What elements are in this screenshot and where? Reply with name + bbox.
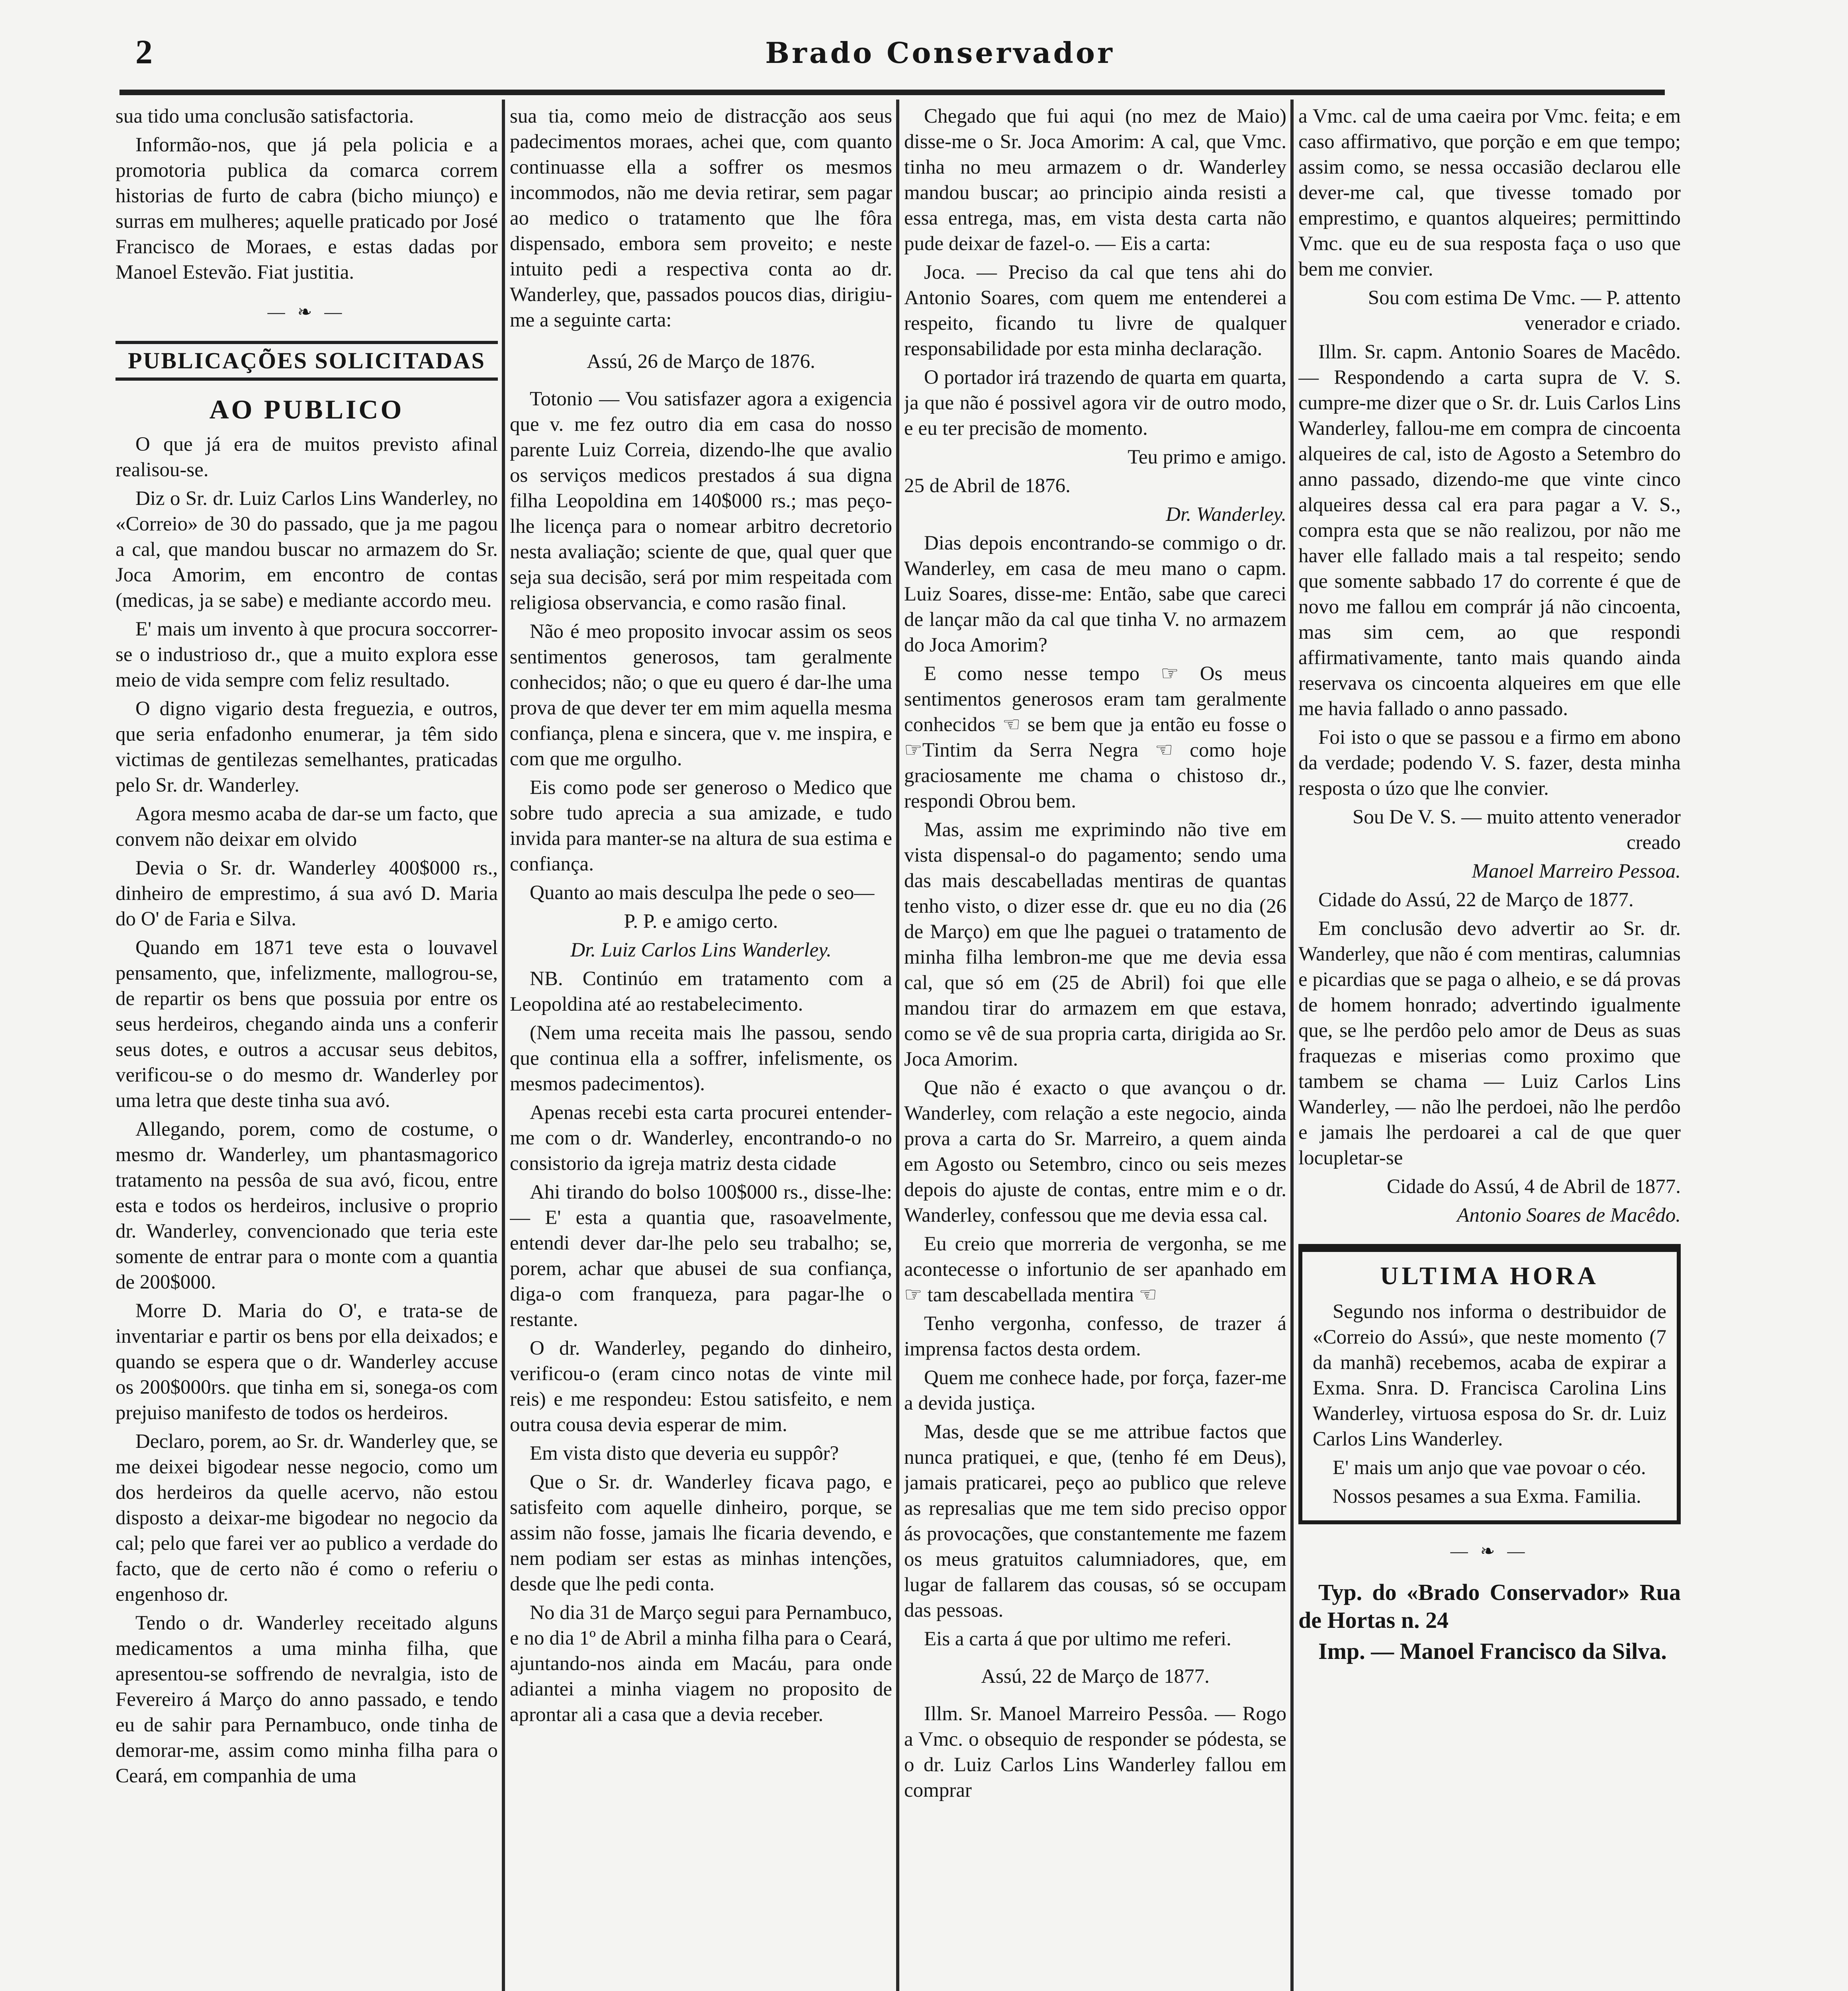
signature-name: Dr. Luiz Carlos Lins Wanderley.	[570, 939, 832, 961]
ultima-hora-box	[1298, 1244, 1681, 1524]
column-1	[116, 104, 498, 1991]
paragraph: E' mais um invento à que procura soccorrer-se o industrioso dr., que a muito explora esse meio de vida sempre com feliz resultado.	[116, 618, 498, 691]
paragraph: Mas, assim me exprimindo não tive em vista dispensal-o do pagamento; sendo uma das mais descabelladas mentiras de quantas tenho visto, o dizer esse dr. que eu no dia (26 de Março) em que lhe paguei o tratamento de minha filha lembron-me que me devia essa cal, que só em (25 de Abril) foi que elle mandou tirar do armazem em que estava, como se vê de sua propria carta, dirigida ao Sr. Joca Amorim.	[904, 819, 1286, 1070]
paragraph: Chegado que fui aqui (no mez de Maio) disse-me o Sr. Joca Amorim: A cal, que Vmc. tinha no meu armazem o dr. Wanderley mandou buscar; ao principio ainda resisti a essa entrega, mas, em vista desta carta não pude deixar de fazel-o. — Eis a carta:	[904, 105, 1286, 255]
signature-line: Sou com estima De Vmc. — P. attento venerador e criado.	[1368, 287, 1681, 334]
ornament-divider: — ❧ —	[267, 302, 346, 322]
paragraph: O portador irá trazendo de quarta em quarta, ja que não é possivel agora vir de outro modo, e eu ter precisão de momento.	[904, 366, 1286, 440]
paragraph: Eu creio que morreria de vergonha, se me acontecesse o infortunio de ser apanhado em ☞ tam descabellada mentira ☜	[904, 1233, 1286, 1306]
paragraph: Quando em 1871 teve esta o louvavel pensamento, que, infelizmente, mallogrou-se, de repartir os bens que possuia por entre os seus herdeiros, chegando ainda uns a conferir seus dotes, e outros a accusar seus debitos, verificou-se o do mesmo dr. Wanderley por uma letra que deste tinha sua avó.	[116, 937, 498, 1112]
paragraph: Apenas recebi esta carta procurei entender-me com o dr. Wanderley, encontrando-o no consistorio da igreja matriz desta cidade	[510, 1101, 892, 1175]
paragraph: Eis a carta á que por ultimo me referi.	[924, 1628, 1231, 1650]
paragraph: Informão-nos, que já pela policia e a promotoria publica da comarca correm historias de furto de cabra (bicho miunço) e surras em mulheres; aquelle praticado por José Francisco de Moraes, e estas dadas por Manoel Estevão. Fiat justitia.	[116, 134, 498, 284]
paragraph: Declaro, porem, ao Sr. dr. Wanderley que, se me deixei bigodear nesse negocio, como um dos herdeiros da quelle acervo, não estou disposto a deixar-me bigodear no negocio da cal; pelo que farei ver ao publico a verdade do facto, que de certo não é como o referiu o engenhoso dr.	[116, 1430, 498, 1606]
column-divider	[1290, 100, 1294, 1991]
letter-date: Assú, 26 de Março de 1876.	[587, 350, 815, 373]
imprint-printer: Imp. — Manoel Francisco da Silva.	[1318, 1638, 1667, 1664]
paragraph: Quem me conhece hade, por força, fazer-me a devida justiça.	[904, 1367, 1286, 1414]
column-2	[510, 104, 892, 1991]
paragraph: Devia o Sr. dr. Wanderley 400$000 rs., dinheiro de emprestimo, á sua avó D. Maria do O' de Faria e Silva.	[116, 857, 498, 930]
section-title: PUBLICAÇÕES SOLICITADAS	[116, 341, 498, 381]
signature-name: Manoel Marreiro Pessoa.	[1472, 860, 1681, 882]
page-number: 2	[135, 33, 153, 71]
paragraph: NB. Continúo em tratamento com a Leopoldina até ao restabelecimento.	[510, 968, 892, 1015]
paragraph: Foi isto o que se passou e a firmo em abono da verdade; podendo V. S. fazer, desta minha resposta o úzo que lhe convier.	[1298, 726, 1681, 800]
paragraph: E' mais um anjo que vae povoar o céo.	[1333, 1457, 1646, 1479]
paragraph: Que não é exacto o que avançou o dr. Wanderley, com relação a este negocio, ainda prova a carta do Sr. Marreiro, a quem ainda em Agosto ou Setembro, cinco ou seis mezes depois do ajuste de contas, entre mim e o dr. Wanderley, confessou que me devia essa cal.	[904, 1077, 1286, 1226]
paragraph: Nossos pesames a sua Exma. Familia.	[1333, 1485, 1641, 1508]
paragraph: Tendo o dr. Wanderley receitado alguns medicamentos a uma minha filha, que apresentou-se soffrendo de nevralgia, isto de Fevereiro á Março do anno passado, e tendo eu de sahir para Pernambuco, onde tinha de demorar-me, assim como minha filha para o Ceará, em companhia de uma	[116, 1612, 498, 1787]
letter-date: Cidade do Assú, 22 de Março de 1877.	[1318, 889, 1634, 911]
paragraph: Ahi tirando do bolso 100$000 rs., disse-lhe: — E' esta a quantia que, rasoavelmente, entendi dever dar-lhe pelo seu trabalho; se, porem, achar que abusei de sua confiança, diga-o com franqueza, para pagar-lhe o restante.	[510, 1181, 892, 1331]
signature-line: P. P. e amigo certo.	[624, 910, 778, 933]
paragraph: Tenho vergonha, confesso, de trazer á imprensa factos desta ordem.	[904, 1312, 1286, 1360]
column-divider	[502, 100, 505, 1991]
paragraph: Segundo nos informa o destribuidor de «Correio do Assú», que neste momento (7 da manhã) recebemos, acaba de expirar a Exma. Snra. D. Francisca Carolina Lins Wanderley, virtuosa esposa do Sr. dr. Luiz Carlos Lins Wanderley.	[1313, 1301, 1666, 1450]
column-4	[1298, 104, 1681, 1991]
paragraph: Quanto ao mais desculpa lhe pede o seo—	[530, 882, 875, 904]
header-rule	[119, 90, 1665, 95]
paragraph: Morre D. Maria do O', e trata-se de inventariar e partir os bens por ella deixados; e quando se espera que o dr. Wanderley accuse os 200$000rs. que tinha em si, sonega-os com prejuiso manifesto de todos os herdeiros.	[116, 1300, 498, 1424]
signature-name: Antonio Soares de Macêdo.	[1457, 1204, 1681, 1226]
paragraph: Que o Sr. dr. Wanderley ficava pago, e satisfeito com aquelle dinheiro, porque, se assim não fosse, jamais lhe ficaria devendo, e nem podiam ser estas as minhas intenções, desde que lhe pedi conta.	[510, 1471, 892, 1595]
paragraph: Illm. Sr. Manoel Marreiro Pessôa. — Rogo a Vmc. o obsequio de responder se pódesta, se o dr. Luiz Carlos Lins Wanderley fallou em comprar	[904, 1703, 1286, 1801]
column-divider	[896, 100, 899, 1991]
paragraph: a Vmc. cal de uma caeira por Vmc. feita; e em caso affirmativo, que porção e em que tempo; assim como, se nessa occasião declarou elle dever-me cal, que tivesse tomado por emprestimo, e quantos alqueires; permittindo Vmc. que eu de sua resposta faça o uso que bem me convier.	[1298, 105, 1681, 280]
imprint: Typ. do «Brado Conservador» Rua de Hortas n. 24	[1298, 1579, 1681, 1633]
signature-name: Dr. Wanderley.	[1166, 503, 1286, 526]
paragraph: Eis como pode ser generoso o Medico que sobre tudo aprecia a sua amizade, e tudo invida para manter-se na altura de sua estima e confiança.	[510, 776, 892, 875]
paragraph: Agora mesmo acaba de dar-se um facto, que convem não deixar em olvido	[116, 803, 498, 851]
paragraph: E como nesse tempo ☞ Os meus sentimentos generosos eram tam geralmente conhecidos ☜ se bem que ja então eu fosse o ☞Tintim da Serra Negra ☜ como hoje graciosamente me chama o chistoso dr., respondi Obrou bem.	[904, 663, 1286, 812]
paragraph: Diz o Sr. dr. Luiz Carlos Lins Wanderley, no «Correio» de 30 do passado, que ja me pagou a cal, que mandou buscar no armazem do Sr. Joca Amorim, em encontro de contas (medicas, ja se sabe) e mediante accordo meu.	[116, 487, 498, 612]
paragraph: Illm. Sr. capm. Antonio Soares de Macêdo. — Respondendo a carta supra de V. S. cumpre-me dizer que o Sr. dr. Luis Carlos Lins Wanderley, fallou-me em compra de cincoenta alqueires de cal, isto de Agosto a Setembro do anno passado, dizendo-me que vinte cinco alqueires dessa cal era para pagar a V. S., compra esta que se não realizou, por não me haver elle fallado mais a tal respeito; sendo que somente sabbado 17 do corrente é que de novo me fallou em comprár já não cincoenta, mas sim cem, ao que respondi affirmativamente, tanto mais quando ainda reservava os cincoenta alqueires em que elle me havia fallado o anno passado.	[1298, 341, 1681, 720]
column-3	[904, 104, 1286, 1991]
paragraph: sua tia, como meio de distracção aos seus padecimentos moraes, achei que, com quanto continuasse ella a soffrer os mesmos incommodos, não me devia retirar, sem pagar ao medico o tratamento que lhe fôra dispensado, embora sem proveito; e neste intuito pedi a respectiva conta ao dr. Wanderley, que, passados poucos dias, dirigiu-me a seguinte carta:	[510, 105, 892, 331]
signature-line: Sou De V. S. — muito attento venerador creado	[1353, 806, 1681, 854]
letter-date: Cidade do Assú, 4 de Abril de 1877.	[1386, 1175, 1681, 1198]
paragraph: O digno vigario desta freguezia, e outros, que seria enfadonho enumerar, ja têm sido victimas de gentilezas semelhantes, praticadas pelo Sr. dr. Wanderley.	[116, 698, 498, 796]
box-title: ULTIMA HORA	[1380, 1261, 1599, 1290]
paragraph: Joca. — Preciso da cal que tens ahi do Antonio Soares, com quem me entenderei a respeito, ficando tu livre de qualquer responsabilidade por esta minha declaração.	[904, 261, 1286, 360]
paragraph: Em vista disto que deveria eu suppôr?	[530, 1442, 839, 1465]
paragraph: Não é meo proposito invocar assim os seos sentimentos generosos, tam geralmente conhecidos; não; o que eu quero é dar-lhe uma prova de que dever ter em mim aquella mesma confiança, plena e sincera, que v. me inspira, e com que me orgulho.	[510, 620, 892, 770]
paragraph: Allegando, porem, como de costume, o mesmo dr. Wanderley, um phantasmagorico tratamento na pessôa de sua avó, ficou, entre esta e todos os herdeiros, inclusive o proprio dr. Wanderley, convencionado que teria este somente de entrar para o monte com a quantia de 200$000.	[116, 1118, 498, 1293]
paragraph: O que já era de muitos previsto afinal realisou-se.	[116, 433, 498, 481]
ornament-divider: — ❧ —	[1450, 1541, 1529, 1561]
paragraph: (Nem uma receita mais lhe passou, sendo que continua ella a soffrer, infelismente, os mesmos padecimentos).	[510, 1022, 892, 1095]
letter-date: 25 de Abril de 1876.	[904, 475, 1071, 497]
paragraph: sua tido uma conclusão satisfactoria.	[116, 105, 414, 127]
paragraph: Mas, desde que se me attribue factos que nunca pratiquei, e que, (tenho fé em Deus), jamais praticarei, peço ao publico que releve as represalias que me tem sido preciso oppor ás provocações, que constantemente me fazem os meus gratuitos calumniadores, que, em lugar de fallarem das cousas, só se occupam das pessoas.	[904, 1421, 1286, 1621]
paragraph: Em conclusão devo advertir ao Sr. dr. Wanderley, que não é com mentiras, calumnias e picardias que se paga o alheio, e se dá provas de homem honrado; advertindo igualmente que, se lhe perdôo pelo amor de Deus as suas fraquezas e miserias como proximo que tambem se chama — Luiz Carlos Lins Wanderley, — não lhe perdoei, não lhe perdôo e jamais lhe perdoarei a cal de que quer locupletar-se	[1298, 917, 1681, 1169]
paragraph: O dr. Wanderley, pegando do dinheiro, verificou-o (eram cinco notas de vinte mil reis) e me respondeu: Estou satisfeito, e nem outra cousa devia esperar de mim.	[510, 1337, 892, 1436]
paragraph: Dias depois encontrando-se commigo o dr. Wanderley, em casa de meu mano o capm. Luiz Soares, disse-me: Então, sabe que careci de lançar mão da cal que tinha V. no armazem do Joca Amorim?	[904, 532, 1286, 656]
letter-date: Assú, 22 de Março de 1877.	[981, 1665, 1210, 1688]
paragraph: Totonio — Vou satisfazer agora a exigencia que v. me fez outro dia em casa do nosso parente Luiz Correia, dizendo-lhe que avalio os serviços medicos prestados á sua digna filha Leopoldina em 140$000 rs.; mas peço-lhe licença para o nomear arbitro decretorio nesta avaliação; sciente de que, qual quer que seja sua decisão, será por mim respeitada com religiosa observancia, e como rasão final.	[510, 388, 892, 614]
signature-line: Teu primo e amigo.	[1128, 446, 1286, 468]
page-header	[0, 0, 1848, 92]
masthead: Brado Conservador	[765, 36, 1115, 70]
article-heading: AO PUBLICO	[209, 394, 404, 424]
paragraph: No dia 31 de Março segui para Pernambuco, e no dia 1º de Abril a minha filha para o Ceará, ajuntando-nos ainda em Macáu, para onde adiantei a minha viagem no proposito de aprontar ali a casa que a devia receber.	[510, 1602, 892, 1726]
